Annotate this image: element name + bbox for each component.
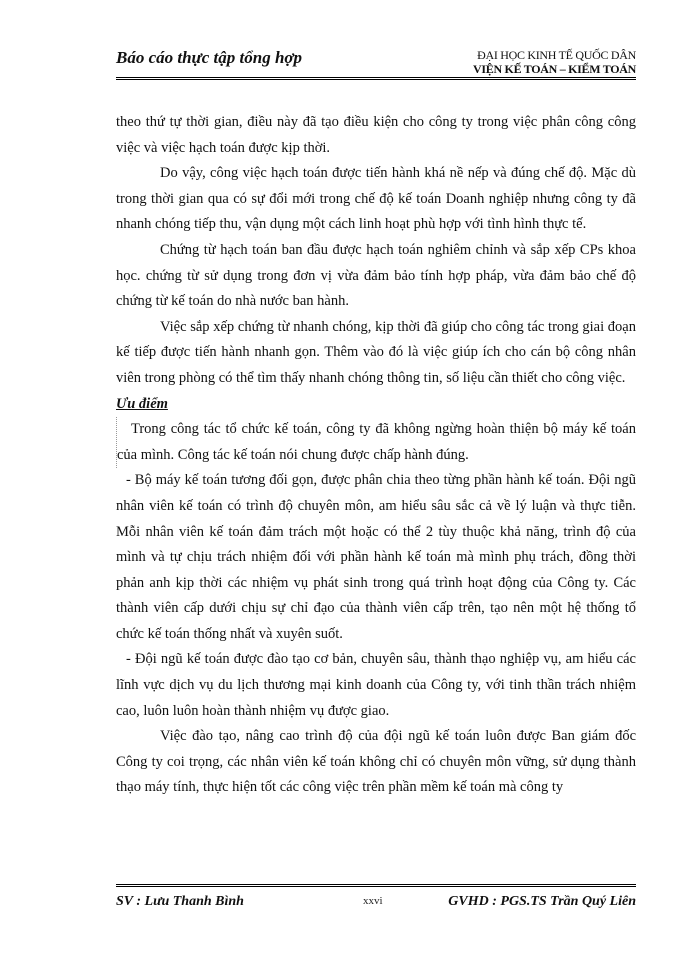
report-title: Báo cáo thực tập tổng hợp	[116, 48, 303, 67]
footer-rule	[116, 884, 636, 887]
university-name: ĐẠI HỌC KINH TẾ QUỐC DÂN	[477, 48, 636, 62]
document-body	[116, 110, 636, 801]
section-heading	[116, 392, 636, 418]
advisor-name: GVHD : PGS.TS Trần Quý Liên	[448, 894, 636, 909]
institution-block	[473, 48, 636, 76]
page-number: xxvi	[363, 895, 383, 907]
paragraph-continuation: theo thứ tự thời gian, điều này đã tạo điều kiện cho công ty trong việc phân công công việc và việc hạch toán được kịp thời.	[116, 114, 636, 156]
paragraph: Do vậy, công việc hạch toán được tiến hành khá nề nếp và đúng chế độ. Mặc dù trong thời gian qua có sự đổi mới trong chế độ kế toán Doanh nghiệp nhưng công ty đã nhanh chóng tiếp thu, vận dụng một cách linh hoạt phù hợp với tình hình thực tế.	[116, 165, 636, 233]
institute-name: VIỆN KẾ TOÁN – KIỂM TOÁN	[473, 62, 636, 76]
bullet-paragraph: - Đội ngũ kế toán được đào tạo cơ bản, chuyên sâu, thành thạo nghiệp vụ, am hiểu các lĩnh vực dịch vụ du lịch thương mại kinh doanh của Công ty, với tinh thần trách nhiệm cao, luôn luôn hoàn thành nhiệm vụ được giao.	[116, 651, 636, 719]
paragraph: Việc đào tạo, nâng cao trình độ của đội ngũ kế toán luôn được Ban giám đốc Công ty coi trọng, các nhân viên kế toán không chỉ có chuyên môn vững, sử dụng thành thạo máy tính, thực hiện tốt các công việc trên phần mềm kế toán mà công ty	[116, 728, 636, 796]
paragraph: Chứng từ hạch toán ban đầu được hạch toán nghiêm chỉnh và sắp xếp CPs khoa học. chứng từ sử dụng trong đơn vị vừa đảm bảo tính hợp pháp, vừa đảm bảo chế độ chứng từ kế toán do nhà nước ban hành.	[116, 241, 636, 310]
paragraph: Việc sắp xếp chứng từ nhanh chóng, kịp thời đã giúp cho công tác trong giai đoạn kế tiếp được tiến hành nhanh gọn. Thêm vào đó là việc giúp ích cho cán bộ công nhân viên trong phòng có thể tìm thấy nhanh chóng thông tin, số liệu cần thiết cho công việc.	[116, 318, 636, 386]
paragraph: Trong công tác tổ chức kế toán, công ty đã không ngừng hoàn thiện bộ máy kế toán của mình. Công tác kế toán nói chung được chấp hành đúng.	[116, 417, 636, 468]
section-heading-text: Ưu điểm	[116, 395, 168, 412]
bullet-paragraph: - Bộ máy kế toán tương đối gọn, được phân chia theo từng phần hành kế toán. Đội ngũ nhân viên kế toán có trình độ chuyên môn, am hiểu sâu sắc cả về lý luận và thực tiễn. Mỗi nhân viên kế toán đảm trách một hoặc có thể 2 tùy thuộc khả năng, trình độ của mình và tự chịu trách nhiệm đối với phần hành kế toán mà mình phụ trách, đồng thời phản anh kịp thời các nhiệm vụ phát sinh trong quá trình hoạt động của Công ty. Các thành viên cấp dưới chịu sự chỉ đạo của thành viên cấp trên, tạo nên một hệ thống tổ chức kế toán thống nhất và xuyên suốt.	[116, 472, 636, 642]
student-name: SV : Lưu Thanh Bình	[116, 894, 244, 909]
header-rule	[116, 77, 636, 80]
